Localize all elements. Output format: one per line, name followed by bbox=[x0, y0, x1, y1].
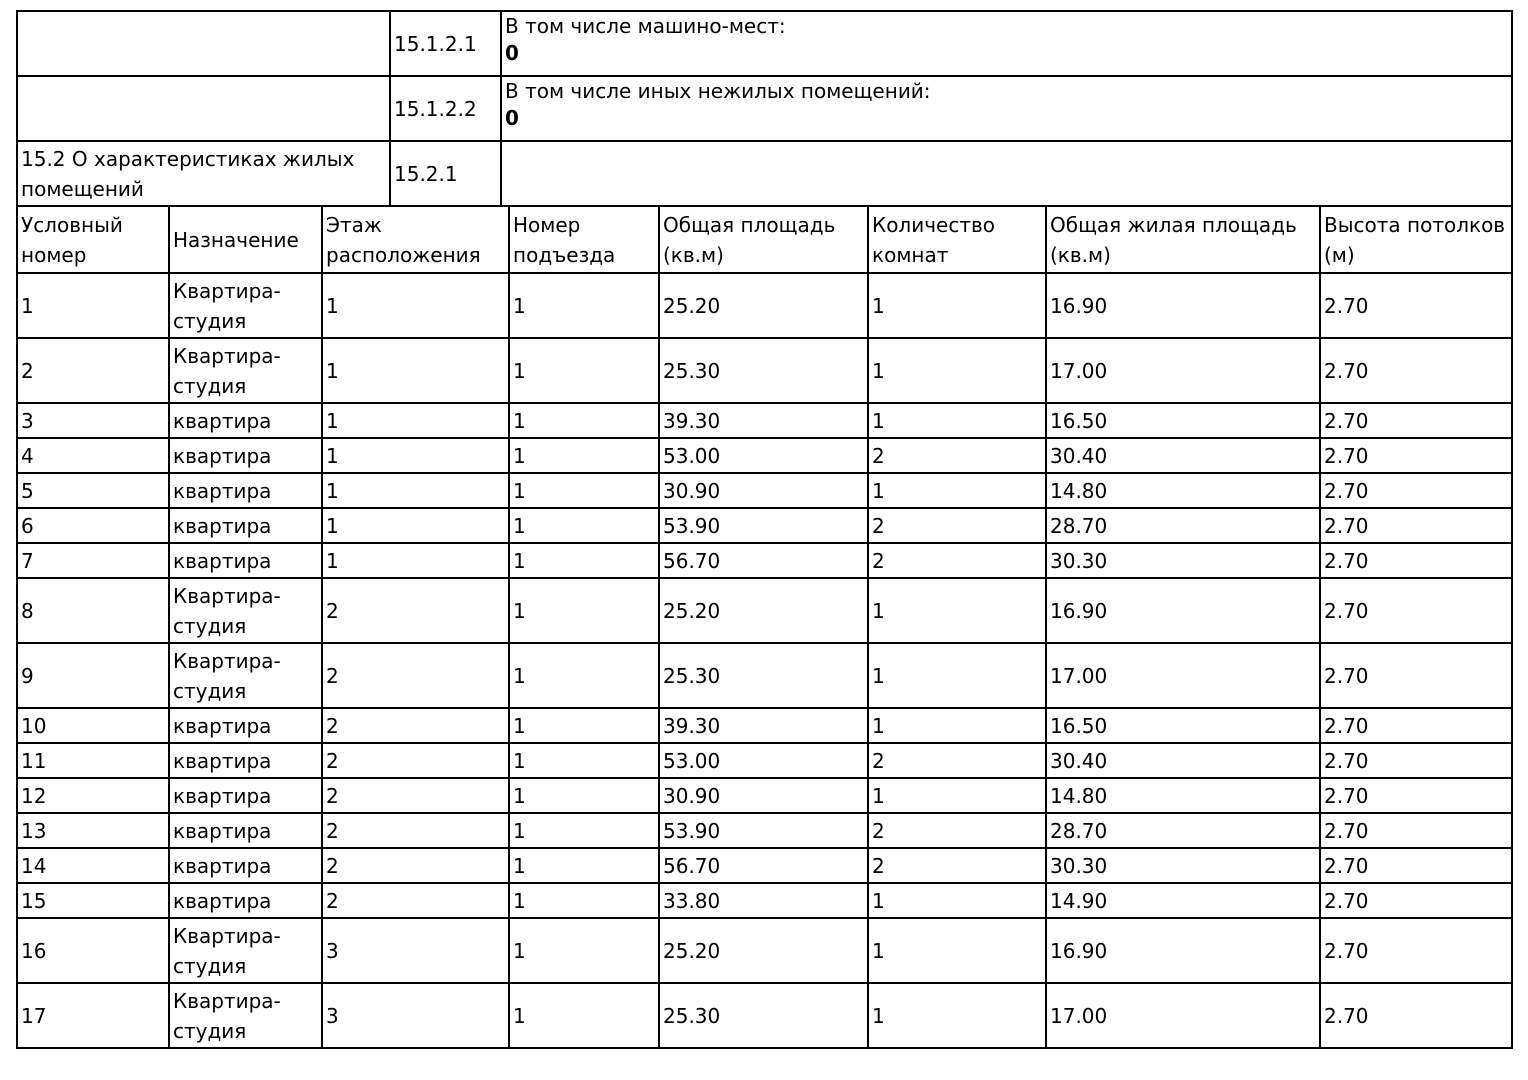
header-purpose: Назначение bbox=[169, 206, 322, 273]
cell-ceiling-height: 2.70 bbox=[1320, 578, 1512, 643]
cell-floor: 2 bbox=[322, 743, 509, 778]
header-ceiling-height: Высота потолков (м) bbox=[1320, 206, 1512, 273]
cell-entrance: 1 bbox=[509, 708, 659, 743]
cell-rooms: 1 bbox=[868, 883, 1046, 918]
cell-living-area: 30.30 bbox=[1046, 543, 1320, 578]
cell-purpose: Квартира-студия bbox=[169, 273, 322, 338]
cell-rooms: 1 bbox=[868, 918, 1046, 983]
cell-floor: 1 bbox=[322, 403, 509, 438]
item-value: 0 bbox=[505, 106, 519, 130]
cell-total-area: 53.00 bbox=[659, 438, 868, 473]
section-header-table bbox=[16, 10, 1513, 207]
cell-floor: 2 bbox=[322, 848, 509, 883]
cell-number: 6 bbox=[17, 508, 169, 543]
cell-entrance: 1 bbox=[509, 883, 659, 918]
cell-ceiling-height: 2.70 bbox=[1320, 403, 1512, 438]
cell-floor: 2 bbox=[322, 578, 509, 643]
cell-floor: 1 bbox=[322, 338, 509, 403]
cell-floor: 1 bbox=[322, 508, 509, 543]
cell-purpose: квартира bbox=[169, 883, 322, 918]
cell-living-area: 30.40 bbox=[1046, 743, 1320, 778]
cell-purpose: Квартира-студия bbox=[169, 338, 322, 403]
cell-rooms: 1 bbox=[868, 403, 1046, 438]
table-row bbox=[17, 338, 1512, 403]
table-row bbox=[17, 848, 1512, 883]
cell-purpose: квартира bbox=[169, 438, 322, 473]
cell-floor: 3 bbox=[322, 983, 509, 1048]
item-code: 15.1.2.1 bbox=[390, 11, 501, 76]
cell-rooms: 2 bbox=[868, 813, 1046, 848]
table-row bbox=[17, 983, 1512, 1048]
table-header-row bbox=[17, 206, 1512, 273]
cell-purpose: квартира bbox=[169, 778, 322, 813]
section-cell bbox=[17, 76, 390, 141]
section-title: 15.2 О характеристиках жилых помещений bbox=[17, 141, 390, 206]
item-cell bbox=[501, 11, 1512, 76]
table-row bbox=[17, 778, 1512, 813]
cell-floor: 2 bbox=[322, 813, 509, 848]
cell-entrance: 1 bbox=[509, 983, 659, 1048]
cell-floor: 1 bbox=[322, 543, 509, 578]
cell-ceiling-height: 2.70 bbox=[1320, 543, 1512, 578]
cell-purpose: Квартира-студия bbox=[169, 643, 322, 708]
header-rooms: Количество комнат bbox=[868, 206, 1046, 273]
apartments-table bbox=[16, 205, 1513, 1049]
cell-number: 4 bbox=[17, 438, 169, 473]
cell-purpose: квартира bbox=[169, 403, 322, 438]
cell-ceiling-height: 2.70 bbox=[1320, 848, 1512, 883]
cell-number: 12 bbox=[17, 778, 169, 813]
cell-ceiling-height: 2.70 bbox=[1320, 508, 1512, 543]
cell-rooms: 1 bbox=[868, 983, 1046, 1048]
cell-purpose: Квартира-студия bbox=[169, 578, 322, 643]
cell-total-area: 25.30 bbox=[659, 983, 868, 1048]
cell-rooms: 2 bbox=[868, 743, 1046, 778]
header-floor: Этаж расположения bbox=[322, 206, 509, 273]
cell-living-area: 30.40 bbox=[1046, 438, 1320, 473]
item-code: 15.1.2.2 bbox=[390, 76, 501, 141]
cell-purpose: Квартира-студия bbox=[169, 983, 322, 1048]
section-cell bbox=[17, 11, 390, 76]
cell-living-area: 16.90 bbox=[1046, 273, 1320, 338]
cell-number: 15 bbox=[17, 883, 169, 918]
cell-ceiling-height: 2.70 bbox=[1320, 983, 1512, 1048]
cell-purpose: Квартира-студия bbox=[169, 918, 322, 983]
cell-total-area: 30.90 bbox=[659, 778, 868, 813]
table-row bbox=[17, 643, 1512, 708]
cell-total-area: 53.00 bbox=[659, 743, 868, 778]
cell-purpose: квартира bbox=[169, 473, 322, 508]
cell-living-area: 16.50 bbox=[1046, 708, 1320, 743]
table-row bbox=[17, 918, 1512, 983]
cell-entrance: 1 bbox=[509, 438, 659, 473]
cell-total-area: 25.20 bbox=[659, 273, 868, 338]
item-cell bbox=[501, 76, 1512, 141]
cell-total-area: 25.30 bbox=[659, 643, 868, 708]
cell-entrance: 1 bbox=[509, 473, 659, 508]
header-entrance: Номер подъезда bbox=[509, 206, 659, 273]
cell-entrance: 1 bbox=[509, 508, 659, 543]
table-row bbox=[17, 578, 1512, 643]
table-row bbox=[17, 543, 1512, 578]
other-nonresidential-row bbox=[17, 76, 1512, 141]
cell-ceiling-height: 2.70 bbox=[1320, 918, 1512, 983]
cell-living-area: 14.90 bbox=[1046, 883, 1320, 918]
cell-living-area: 16.90 bbox=[1046, 578, 1320, 643]
cell-purpose: квартира bbox=[169, 708, 322, 743]
cell-purpose: квартира bbox=[169, 848, 322, 883]
cell-ceiling-height: 2.70 bbox=[1320, 473, 1512, 508]
cell-living-area: 28.70 bbox=[1046, 508, 1320, 543]
cell-rooms: 1 bbox=[868, 578, 1046, 643]
cell-rooms: 1 bbox=[868, 273, 1046, 338]
cell-floor: 3 bbox=[322, 918, 509, 983]
cell-number: 2 bbox=[17, 338, 169, 403]
cell-rooms: 2 bbox=[868, 543, 1046, 578]
cell-floor: 2 bbox=[322, 708, 509, 743]
cell-ceiling-height: 2.70 bbox=[1320, 708, 1512, 743]
cell-rooms: 2 bbox=[868, 508, 1046, 543]
table-row bbox=[17, 473, 1512, 508]
cell-number: 8 bbox=[17, 578, 169, 643]
cell-rooms: 2 bbox=[868, 438, 1046, 473]
cell-entrance: 1 bbox=[509, 848, 659, 883]
item-cell bbox=[501, 141, 1512, 206]
cell-ceiling-height: 2.70 bbox=[1320, 778, 1512, 813]
cell-rooms: 1 bbox=[868, 473, 1046, 508]
cell-ceiling-height: 2.70 bbox=[1320, 883, 1512, 918]
cell-floor: 1 bbox=[322, 473, 509, 508]
cell-entrance: 1 bbox=[509, 578, 659, 643]
table-row bbox=[17, 708, 1512, 743]
cell-rooms: 1 bbox=[868, 338, 1046, 403]
table-body bbox=[17, 273, 1512, 1048]
cell-living-area: 28.70 bbox=[1046, 813, 1320, 848]
header-number: Условный номер bbox=[17, 206, 169, 273]
cell-purpose: квартира bbox=[169, 508, 322, 543]
cell-number: 1 bbox=[17, 273, 169, 338]
cell-living-area: 17.00 bbox=[1046, 643, 1320, 708]
cell-entrance: 1 bbox=[509, 643, 659, 708]
table-row bbox=[17, 273, 1512, 338]
cell-entrance: 1 bbox=[509, 273, 659, 338]
cell-total-area: 39.30 bbox=[659, 403, 868, 438]
item-value: 0 bbox=[505, 41, 519, 65]
cell-number: 7 bbox=[17, 543, 169, 578]
table-row bbox=[17, 813, 1512, 848]
cell-total-area: 33.80 bbox=[659, 883, 868, 918]
header-total-area: Общая площадь (кв.м) bbox=[659, 206, 868, 273]
header-living-area: Общая жилая площадь (кв.м) bbox=[1046, 206, 1320, 273]
cell-living-area: 16.90 bbox=[1046, 918, 1320, 983]
table-row bbox=[17, 883, 1512, 918]
item-code: 15.2.1 bbox=[390, 141, 501, 206]
cell-ceiling-height: 2.70 bbox=[1320, 813, 1512, 848]
table-row bbox=[17, 438, 1512, 473]
cell-total-area: 56.70 bbox=[659, 543, 868, 578]
cell-living-area: 14.80 bbox=[1046, 778, 1320, 813]
cell-purpose: квартира bbox=[169, 813, 322, 848]
cell-living-area: 17.00 bbox=[1046, 983, 1320, 1048]
cell-number: 9 bbox=[17, 643, 169, 708]
cell-rooms: 1 bbox=[868, 708, 1046, 743]
cell-number: 16 bbox=[17, 918, 169, 983]
cell-number: 17 bbox=[17, 983, 169, 1048]
residential-section-row bbox=[17, 141, 1512, 206]
cell-ceiling-height: 2.70 bbox=[1320, 438, 1512, 473]
cell-entrance: 1 bbox=[509, 813, 659, 848]
cell-total-area: 56.70 bbox=[659, 848, 868, 883]
cell-number: 3 bbox=[17, 403, 169, 438]
cell-total-area: 53.90 bbox=[659, 813, 868, 848]
cell-living-area: 17.00 bbox=[1046, 338, 1320, 403]
cell-purpose: квартира bbox=[169, 543, 322, 578]
cell-rooms: 1 bbox=[868, 643, 1046, 708]
cell-entrance: 1 bbox=[509, 403, 659, 438]
parking-spaces-row bbox=[17, 11, 1512, 76]
cell-entrance: 1 bbox=[509, 543, 659, 578]
cell-living-area: 16.50 bbox=[1046, 403, 1320, 438]
cell-number: 11 bbox=[17, 743, 169, 778]
table-row bbox=[17, 743, 1512, 778]
table-row bbox=[17, 403, 1512, 438]
cell-total-area: 25.20 bbox=[659, 918, 868, 983]
cell-rooms: 2 bbox=[868, 848, 1046, 883]
cell-ceiling-height: 2.70 bbox=[1320, 338, 1512, 403]
cell-ceiling-height: 2.70 bbox=[1320, 743, 1512, 778]
item-label: В том числе иных нежилых помещений: bbox=[505, 79, 931, 103]
cell-entrance: 1 bbox=[509, 743, 659, 778]
cell-total-area: 25.30 bbox=[659, 338, 868, 403]
cell-floor: 1 bbox=[322, 273, 509, 338]
cell-ceiling-height: 2.70 bbox=[1320, 273, 1512, 338]
cell-total-area: 25.20 bbox=[659, 578, 868, 643]
cell-floor: 2 bbox=[322, 883, 509, 918]
cell-living-area: 30.30 bbox=[1046, 848, 1320, 883]
cell-floor: 2 bbox=[322, 778, 509, 813]
cell-total-area: 39.30 bbox=[659, 708, 868, 743]
cell-number: 13 bbox=[17, 813, 169, 848]
cell-living-area: 14.80 bbox=[1046, 473, 1320, 508]
item-label: В том числе машино-мест: bbox=[505, 14, 786, 38]
table-row bbox=[17, 508, 1512, 543]
cell-purpose: квартира bbox=[169, 743, 322, 778]
cell-ceiling-height: 2.70 bbox=[1320, 643, 1512, 708]
cell-entrance: 1 bbox=[509, 918, 659, 983]
cell-entrance: 1 bbox=[509, 338, 659, 403]
cell-number: 14 bbox=[17, 848, 169, 883]
cell-total-area: 30.90 bbox=[659, 473, 868, 508]
cell-total-area: 53.90 bbox=[659, 508, 868, 543]
cell-number: 10 bbox=[17, 708, 169, 743]
cell-entrance: 1 bbox=[509, 778, 659, 813]
cell-floor: 1 bbox=[322, 438, 509, 473]
cell-rooms: 1 bbox=[868, 778, 1046, 813]
cell-number: 5 bbox=[17, 473, 169, 508]
cell-floor: 2 bbox=[322, 643, 509, 708]
